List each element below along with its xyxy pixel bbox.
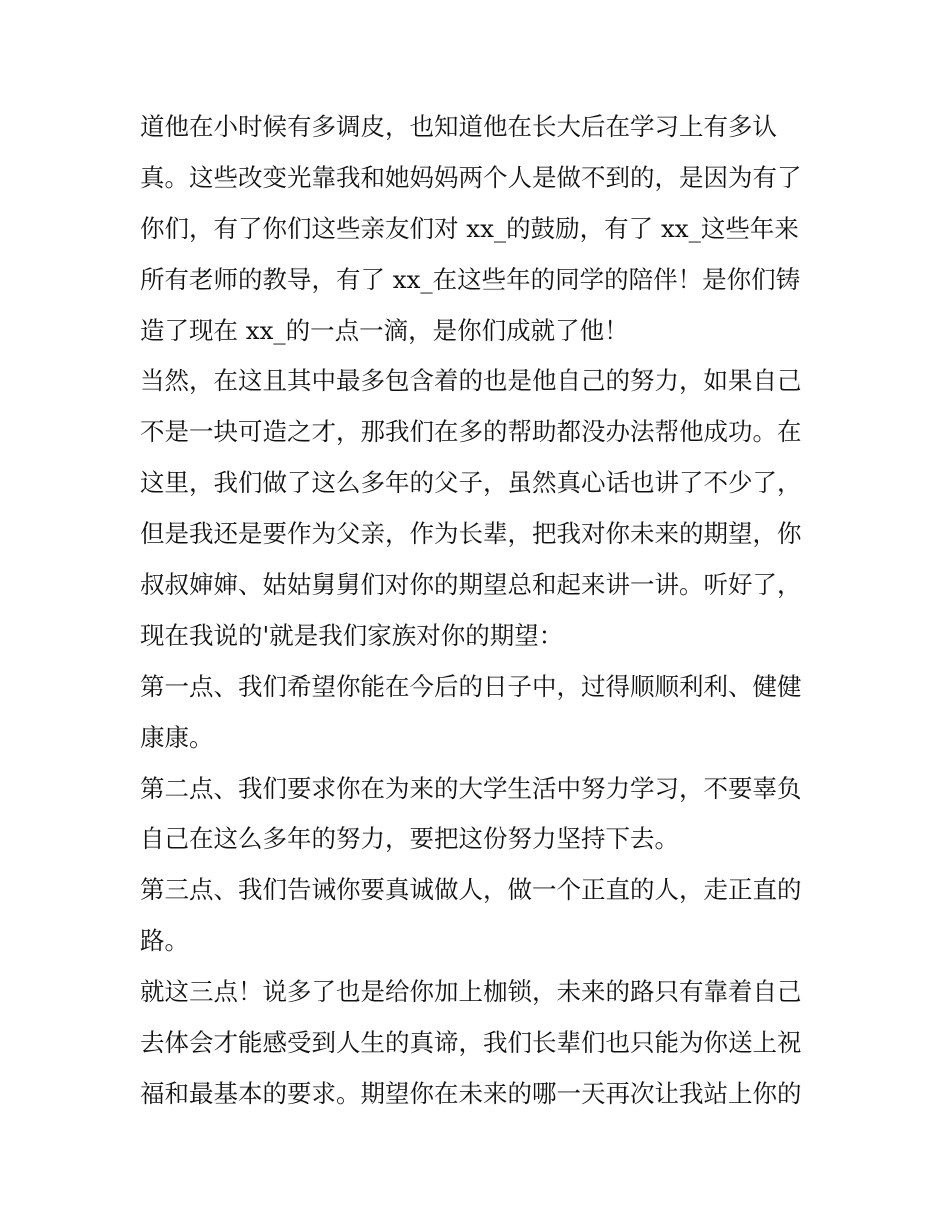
text-line: 当然，在这且其中最多包含着的也是他自己的努力，如果自己	[140, 366, 802, 396]
text-line: 康康。	[140, 722, 214, 752]
text-line: 就这三点！说多了也是给你加上枷锁，未来的路只有靠着自己	[140, 977, 802, 1007]
text-line: 自己在这么多年的努力，要把这份努力坚持下去。	[140, 824, 679, 854]
text-line: 福和最基本的要求。期望你在未来的哪一天再次让我站上你的	[140, 1078, 802, 1108]
text-line: 第三点、我们告诫你要真诚做人，做一个正直的人，走正直的	[140, 875, 802, 905]
text-line: 这里，我们做了这么多年的父子，虽然真心话也讲了不少了，	[140, 468, 802, 498]
text-line: 道他在小时候有多调皮，也知道他在长大后在学习上有多认	[140, 112, 777, 141]
text-line: 所有老师的教导，有了 xx_在这些年的同学的陪伴！是你们铸	[140, 264, 801, 294]
text-line: 真。这些改变光靠我和她妈妈两个人是做不到的，是因为有了	[140, 162, 802, 192]
text-line: 去体会才能感受到人生的真谛，我们长辈们也只能为你送上祝	[140, 1028, 802, 1058]
text-line: 叔叔婶婶、姑姑舅舅们对你的期望总和起来讲一讲。听好了，	[140, 570, 802, 600]
text-line: 第一点、我们希望你能在今后的日子中，过得顺顺利利、健健	[140, 671, 802, 701]
text-line: 第二点、我们要求你在为来的大学生活中努力学习，不要辜负	[140, 773, 802, 803]
document-body	[140, 102, 820, 1120]
text-line: 你们，有了你们这些亲友们对 xx_的鼓励，有了 xx_这些年来	[140, 213, 799, 243]
text-line: 现在我说的'就是我们家族对你的期望：	[140, 620, 564, 650]
text-line: 造了现在 xx_的一点一滴，是你们成就了他！	[140, 315, 629, 345]
text-line: 但是我还是要作为父亲，作为长辈，把我对你未来的期望，你	[140, 519, 802, 549]
text-line: 路。	[140, 926, 189, 956]
text-line: 不是一块可造之才，那我们在多的帮助都没办法帮他成功。在	[140, 417, 802, 447]
